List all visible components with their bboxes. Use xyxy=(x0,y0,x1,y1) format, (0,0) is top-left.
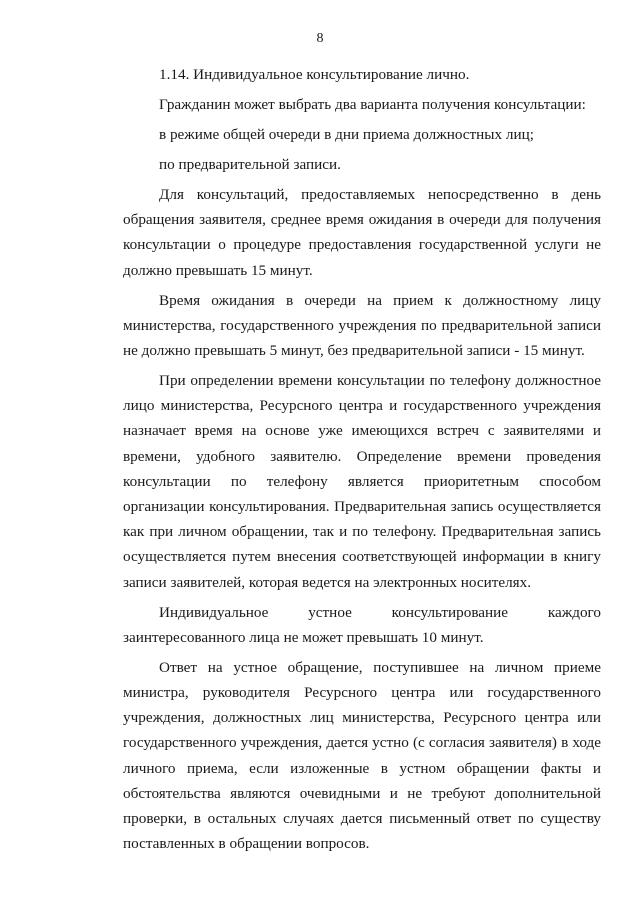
section-heading-1-14: 1.14. Индивидуальное консультирование лично. xyxy=(159,66,470,83)
paragraph-option-pre-registration: по предварительной записи. xyxy=(159,156,341,173)
document-body xyxy=(123,62,601,861)
paragraph-option-general-queue: в режиме общей очереди в дни приема должностных лиц; xyxy=(159,126,534,143)
page-number: 8 xyxy=(316,31,324,46)
paragraph-waiting-time-appointment: Время ожидания в очереди на прием к должностному лицу министерства, государственного учреждения по предварительной записи не должно превышать 5 минут, без предварительной записи - 15 минут. xyxy=(123,291,601,360)
paragraph-oral-response: Ответ на устное обращение, поступившее на личном приеме министра, руководителя Ресурсного центра или государственного учреждения, должностных лиц министерства, Ресурсного центра или государственного учреждения, дается устно (с согласия заявителя) в ходе личного приема, если изложенные в устном обращении факты и обстоятельства являются очевидными и не требуют дополнительной проверки, в остальных случаях дается письменный ответ по существу поставленных в обращении вопросов. xyxy=(123,658,601,853)
paragraph-phone-consultation: При определении времени консультации по телефону должностное лицо министерства, Ресурсного центра и государственного учреждения назначает время на основе уже имеющихся встреч с заявителями и времени, удобного заявителю. Определение времени проведения консультации по телефону является приоритетным способом организации консультирования. Предварительная запись осуществляется как при личном обращении, так и по телефону. Предварительная запись осуществляется путем внесения соответствующей информации в книгу записи заявителей, которая ведется на электронных носителях. xyxy=(123,372,601,591)
paragraph-consultation-duration: Индивидуальное устное консультирование каждого заинтересованного лица не может превышать 10 минут. xyxy=(123,603,601,646)
paragraph-waiting-time-same-day: Для консультаций, предоставляемых непосредственно в день обращения заявителя, среднее время ожидания в очереди для получения консультации о процедуре предоставления государственной услуги не должно превышать 15 минут. xyxy=(123,186,601,279)
paragraph-options-intro: Гражданин может выбрать два варианта получения консультации: xyxy=(159,96,586,113)
